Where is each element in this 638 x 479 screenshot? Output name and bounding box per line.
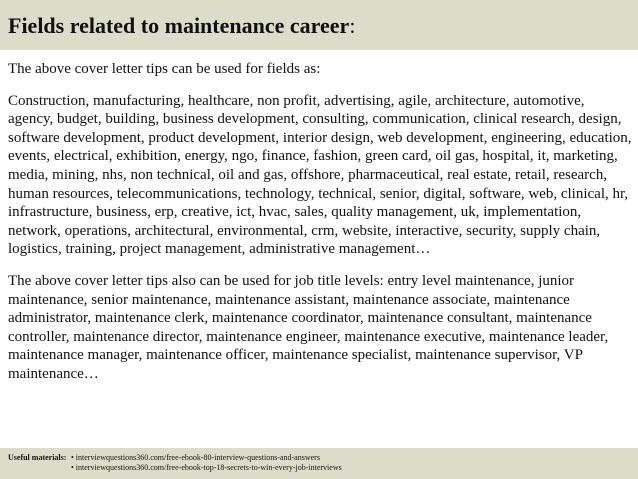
- footer-bar: [0, 448, 638, 479]
- slide-content: [8, 60, 632, 384]
- footer-label-text: Useful materials: [8, 453, 64, 462]
- footer-link-ebook-80-questions[interactable]: • interviewquestions360.com/free-ebook-80-interview-questions-and-answers: [71, 453, 320, 462]
- footer-link-ebook-18-secrets[interactable]: • interviewquestions360.com/free-ebook-top-18-secrets-to-win-every-job-interviews: [71, 463, 342, 472]
- slide-title-text: Fields related to maintenance career: [8, 13, 350, 38]
- slide-title: [8, 13, 355, 39]
- job-levels-paragraph: The above cover letter tips also can be used for job title levels: entry level maintenance, junior maintenance, senior maintenance, maintenance assistant, maintenance associate, maintenance administrator, maintenance clerk, maintenance coordinator, maintenance consultant, maintenance controller, maintenance director, maintenance engineer, maintenance executive, maintenance leader, maintenance manager, maintenance officer, maintenance specialist, maintenance supervisor, VP maintenance…: [8, 272, 609, 382]
- footer-label: [8, 453, 66, 463]
- intro-paragraph: The above cover letter tips can be used for fields as:: [8, 61, 321, 77]
- footer-links: [71, 453, 342, 473]
- title-bar: [0, 0, 638, 50]
- footer-label-colon: :: [63, 453, 67, 462]
- slide-title-colon: :: [349, 13, 356, 38]
- fields-paragraph: Construction, manufacturing, healthcare, non profit, advertising, agile, architecture, automotive, agency, budget, building, business development, consulting, communication, clinical research, design, software development, product development, interior design, web development, engineering, education, events, electrical, exhibition, energy, ngo, finance, fashion, green card, oil gas, hospital, it, marketing, media, mining, nhs, non technical, oil and gas, offshore, pharmaceutical, real estate, retail, research, human resources, telecommunications, technology, technical, senior, digital, software, web, clinical, hr, infrastructure, business, erp, creative, ict, hvac, sales, quality management, uk, implementation, network, operations, architectural, environmental, crm, website, interactive, security, supply chain, logistics, training, project management, administrative management…: [8, 92, 632, 258]
